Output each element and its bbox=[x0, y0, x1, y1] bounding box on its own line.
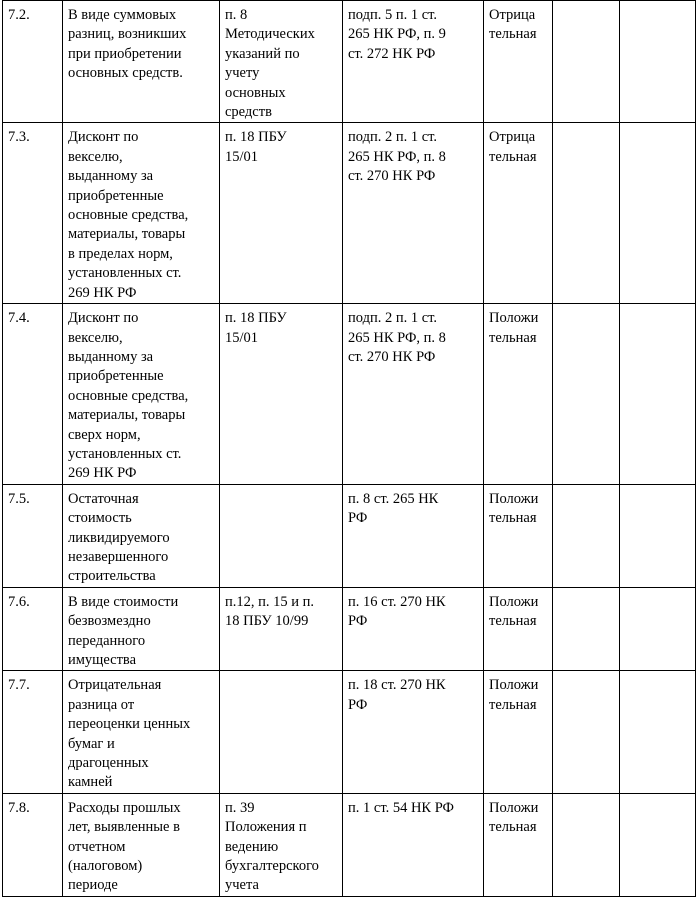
cell-line: Методических bbox=[225, 26, 315, 43]
cell-line: п. 39 bbox=[225, 799, 255, 816]
accounting-standard-cell bbox=[220, 793, 343, 896]
cell-line: Положи bbox=[489, 490, 539, 507]
difference-type-cell bbox=[484, 484, 553, 587]
cell-line: 269 НК РФ bbox=[68, 284, 137, 301]
accounting-standard-cell bbox=[220, 484, 343, 587]
difference-type-cell bbox=[484, 123, 553, 304]
cell-line: векселю, bbox=[68, 329, 123, 346]
cell-line: п. 18 ПБУ bbox=[225, 129, 287, 146]
cell-line: бумаг и bbox=[68, 735, 115, 752]
cell-line: 269 НК РФ bbox=[68, 465, 137, 482]
cell-line: материалы, товары bbox=[68, 226, 186, 243]
description-cell bbox=[63, 587, 220, 671]
cell-line: Отрицательная bbox=[68, 677, 162, 694]
difference-type-cell bbox=[484, 587, 553, 671]
cell-line: приобретенные bbox=[68, 187, 164, 204]
cell-line: векселю, bbox=[68, 148, 123, 165]
empty-cell bbox=[553, 304, 620, 485]
cell-line: Расходы прошлых bbox=[68, 799, 181, 816]
cell-line: основных bbox=[225, 84, 286, 101]
cell-line: стоимость bbox=[68, 510, 132, 527]
cell-line: ликвидируемого bbox=[68, 529, 170, 546]
accounting-standard-cell bbox=[220, 671, 343, 793]
description-cell bbox=[63, 304, 220, 485]
cell-line: бухгалтерского bbox=[225, 858, 319, 875]
empty-cell bbox=[553, 587, 620, 671]
cell-line: в пределах норм, bbox=[68, 245, 173, 262]
difference-type-cell bbox=[484, 304, 553, 485]
cell-line: РФ bbox=[348, 510, 368, 527]
cell-line: отчетном bbox=[68, 838, 126, 855]
tax-differences-table bbox=[2, 0, 696, 897]
tax-code-reference-cell bbox=[343, 671, 484, 793]
empty-cell bbox=[620, 304, 696, 485]
table-body bbox=[3, 1, 696, 897]
cell-line: тельная bbox=[489, 26, 537, 43]
table-row bbox=[3, 123, 696, 304]
tax-code-reference-cell bbox=[343, 1, 484, 123]
cell-line: указаний по bbox=[225, 45, 300, 62]
empty-cell bbox=[553, 123, 620, 304]
row-number-cell: 7.3. bbox=[3, 123, 63, 304]
empty-cell bbox=[620, 1, 696, 123]
cell-line: строительства bbox=[68, 568, 156, 585]
cell-line: основные средства, bbox=[68, 207, 189, 224]
tax-code-reference-cell bbox=[343, 484, 484, 587]
cell-line: переданного bbox=[68, 632, 146, 649]
cell-line: безвозмездно bbox=[68, 613, 151, 630]
accounting-standard-cell bbox=[220, 304, 343, 485]
cell-line: п. 16 ст. 270 НК bbox=[348, 593, 446, 610]
cell-line: установленных ст. bbox=[68, 265, 182, 282]
row-number-cell: 7.6. bbox=[3, 587, 63, 671]
accounting-standard-cell bbox=[220, 1, 343, 123]
cell-line: тельная bbox=[489, 696, 537, 713]
cell-line: п. 1 ст. 54 НК РФ bbox=[348, 799, 454, 816]
cell-line: камней bbox=[68, 774, 113, 791]
cell-line: Положения п bbox=[225, 819, 307, 836]
cell-line: Дисконт по bbox=[68, 310, 139, 327]
cell-line: РФ bbox=[348, 696, 368, 713]
cell-line: учету bbox=[225, 65, 260, 82]
cell-line: приобретенные bbox=[68, 368, 164, 385]
cell-line: 18 ПБУ 10/99 bbox=[225, 613, 309, 630]
cell-line: Положи bbox=[489, 593, 539, 610]
cell-line: средств bbox=[225, 104, 272, 121]
row-number-cell: 7.2. bbox=[3, 1, 63, 123]
row-number-cell: 7.4. bbox=[3, 304, 63, 485]
tax-code-reference-cell bbox=[343, 123, 484, 304]
cell-line: учета bbox=[225, 877, 259, 894]
cell-line: 15/01 bbox=[225, 329, 259, 346]
tax-code-reference-cell bbox=[343, 304, 484, 485]
description-cell bbox=[63, 1, 220, 123]
row-number-cell: 7.8. bbox=[3, 793, 63, 896]
cell-line: материалы, товары bbox=[68, 407, 186, 424]
cell-line: 15/01 bbox=[225, 148, 259, 165]
tax-code-reference-cell bbox=[343, 587, 484, 671]
cell-line: Положи bbox=[489, 799, 539, 816]
empty-cell bbox=[620, 587, 696, 671]
cell-line: п. 18 ПБУ bbox=[225, 310, 287, 327]
cell-line: разниц, возникших bbox=[68, 26, 187, 43]
cell-line: (налоговом) bbox=[68, 858, 143, 875]
cell-line: ведению bbox=[225, 838, 279, 855]
cell-line: переоценки ценных bbox=[68, 716, 191, 733]
cell-line: п.12, п. 15 и п. bbox=[225, 593, 315, 610]
table-row bbox=[3, 793, 696, 896]
cell-line: лет, выявленные в bbox=[68, 819, 180, 836]
cell-line: Положи bbox=[489, 677, 539, 694]
cell-line: ст. 270 НК РФ bbox=[348, 348, 436, 365]
cell-line: установленных ст. bbox=[68, 445, 182, 462]
cell-line: выданному за bbox=[68, 168, 154, 185]
cell-line: основные средства, bbox=[68, 387, 189, 404]
cell-line: подп. 5 п. 1 ст. bbox=[348, 7, 438, 23]
empty-cell bbox=[620, 123, 696, 304]
cell-line: Положи bbox=[489, 310, 539, 327]
cell-line: РФ bbox=[348, 613, 368, 630]
cell-line: незавершенного bbox=[68, 548, 169, 565]
cell-line: 265 НК РФ, п. 8 bbox=[348, 148, 446, 165]
table-row bbox=[3, 1, 696, 123]
cell-line: п. 8 ст. 265 НК bbox=[348, 490, 439, 507]
empty-cell bbox=[620, 484, 696, 587]
difference-type-cell bbox=[484, 1, 553, 123]
empty-cell bbox=[620, 671, 696, 793]
cell-line: В виде суммовых bbox=[68, 7, 177, 23]
table-row bbox=[3, 671, 696, 793]
cell-line: 265 НК РФ, п. 8 bbox=[348, 329, 446, 346]
cell-line: 265 НК РФ, п. 9 bbox=[348, 26, 446, 43]
cell-line: драгоценных bbox=[68, 755, 149, 772]
cell-line: тельная bbox=[489, 329, 537, 346]
cell-line: тельная bbox=[489, 148, 537, 165]
cell-line: выданному за bbox=[68, 348, 154, 365]
cell-line: п. 18 ст. 270 НК bbox=[348, 677, 446, 694]
difference-type-cell bbox=[484, 671, 553, 793]
description-cell bbox=[63, 123, 220, 304]
empty-cell bbox=[553, 1, 620, 123]
cell-line: тельная bbox=[489, 819, 537, 836]
cell-line: основных средств. bbox=[68, 65, 183, 82]
row-number-cell: 7.5. bbox=[3, 484, 63, 587]
empty-cell bbox=[553, 484, 620, 587]
cell-line: тельная bbox=[489, 613, 537, 630]
row-number-cell: 7.7. bbox=[3, 671, 63, 793]
description-cell bbox=[63, 671, 220, 793]
cell-line: Отрица bbox=[489, 7, 536, 23]
description-cell bbox=[63, 793, 220, 896]
table-row bbox=[3, 587, 696, 671]
cell-line: В виде стоимости bbox=[68, 593, 179, 610]
cell-line: подп. 2 п. 1 ст. bbox=[348, 129, 438, 146]
empty-cell bbox=[553, 793, 620, 896]
cell-line: Остаточная bbox=[68, 490, 139, 507]
cell-line: ст. 272 НК РФ bbox=[348, 45, 436, 62]
cell-line: Отрица bbox=[489, 129, 536, 146]
tax-code-reference-cell bbox=[343, 793, 484, 896]
table-row bbox=[3, 484, 696, 587]
difference-type-cell bbox=[484, 793, 553, 896]
cell-line: периоде bbox=[68, 877, 118, 894]
cell-line: имущества bbox=[68, 652, 137, 668]
cell-line: ст. 270 НК РФ bbox=[348, 168, 436, 185]
cell-line: п. 8 bbox=[225, 7, 248, 23]
cell-line: сверх норм, bbox=[68, 426, 141, 443]
description-cell bbox=[63, 484, 220, 587]
cell-line: подп. 2 п. 1 ст. bbox=[348, 310, 438, 327]
table-row bbox=[3, 304, 696, 485]
empty-cell bbox=[620, 793, 696, 896]
empty-cell bbox=[553, 671, 620, 793]
accounting-standard-cell bbox=[220, 587, 343, 671]
cell-line: разница от bbox=[68, 696, 135, 713]
cell-line: Дисконт по bbox=[68, 129, 139, 146]
cell-line: при приобретении bbox=[68, 45, 182, 62]
accounting-standard-cell bbox=[220, 123, 343, 304]
cell-line: тельная bbox=[489, 510, 537, 527]
